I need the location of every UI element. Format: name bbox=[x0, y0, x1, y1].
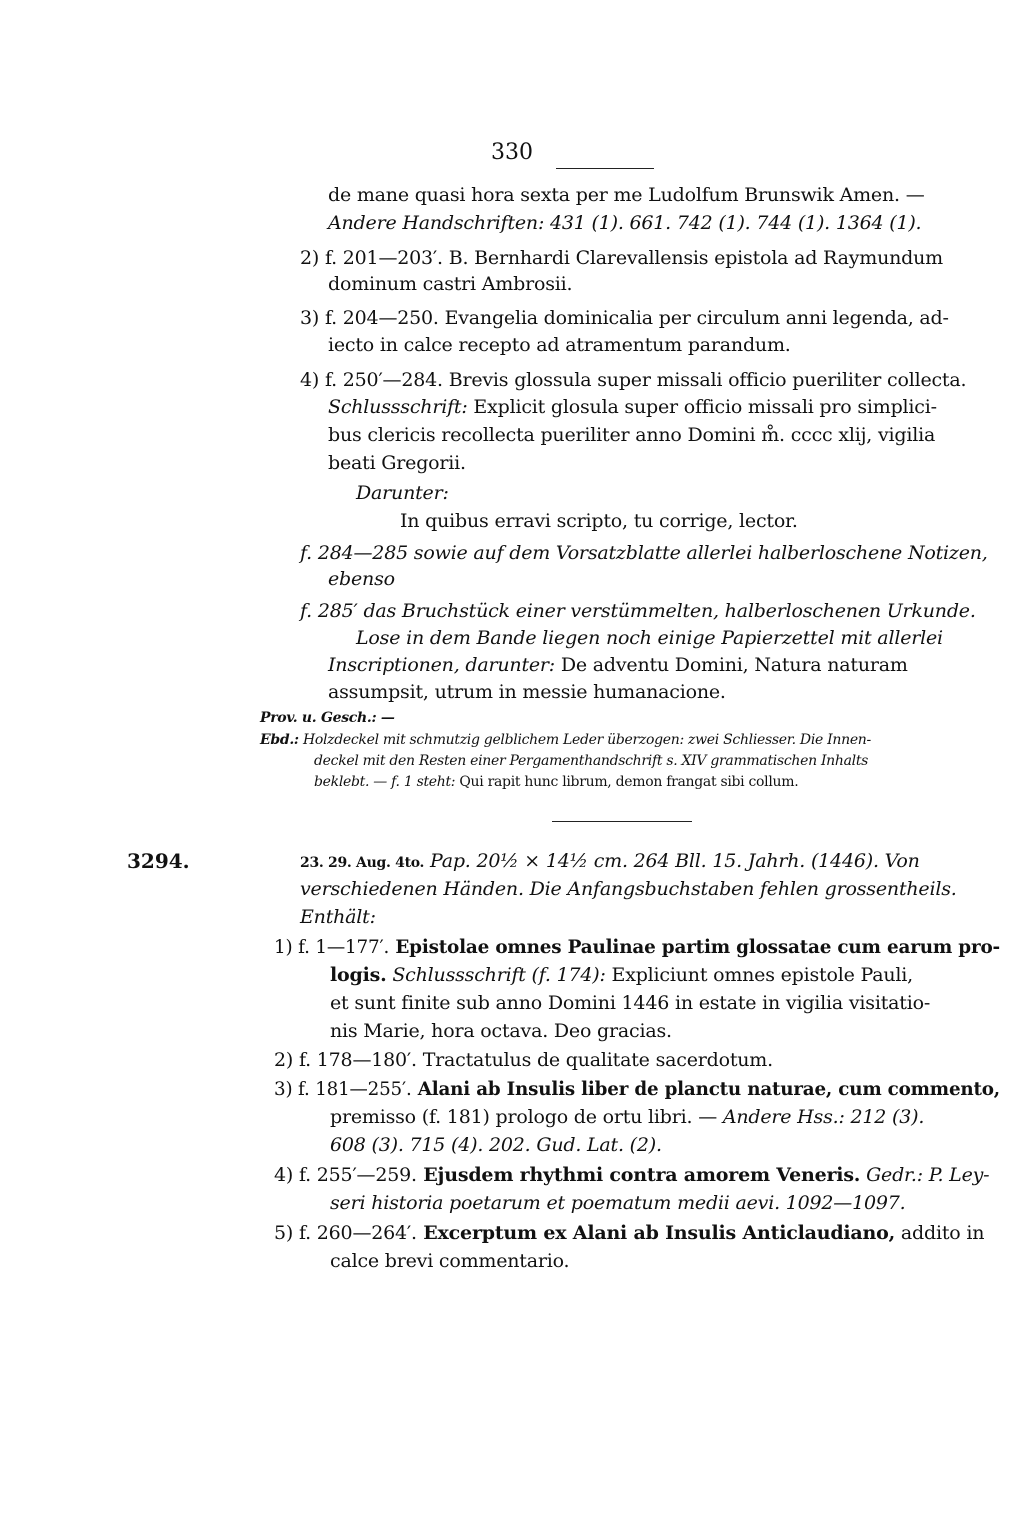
label: Inscriptionen, darunter: bbox=[328, 654, 556, 676]
verse-line: In quibus erravi scripto, tu corrige, lector. bbox=[400, 510, 798, 532]
text: Qui rapit hunc librum, demon frangat sibi collum. bbox=[455, 774, 799, 790]
binding-line-3 bbox=[314, 772, 798, 792]
item-3-line-2: iecto in calce recepto ad atramentum parandum. bbox=[328, 334, 791, 356]
label: Ebd.: bbox=[260, 732, 299, 748]
content-4-line-1 bbox=[274, 1162, 989, 1188]
other-manuscripts-line: Andere Handschriften: 431 (1). 661. 742 (1). 744 (1). 1364 (1). bbox=[328, 212, 922, 234]
content-3-line-2 bbox=[330, 1104, 924, 1130]
text: Expliciunt omnes epistole Pauli, bbox=[605, 964, 913, 986]
section-separator bbox=[552, 821, 692, 822]
content-4-line-2: seri historia poetarum et poematum medii aevi. 1092—1097. bbox=[330, 1192, 906, 1214]
note-1-line-2: ebenso bbox=[328, 568, 395, 590]
item-2-line-1: 2) f. 201—203′. B. Bernhardi Clarevallensis epistola ad Raymundum bbox=[300, 247, 943, 269]
content-2-line: 2) f. 178—180′. Tractatulus de qualitate sacerdotum. bbox=[274, 1049, 773, 1071]
note-1-line-1: f. 284—285 sowie auf dem Vorsatzblatte allerlei halberloschene Notizen, bbox=[300, 542, 988, 564]
text-line: de mane quasi hora sexta per me Ludolfum Brunswik Amen. — bbox=[328, 184, 925, 206]
folio: 3) f. 181—255′. bbox=[274, 1078, 412, 1100]
printed-in: Gedr.: P. Ley- bbox=[860, 1164, 990, 1186]
provenance-line: Prov. u. Gesch.: — bbox=[260, 710, 395, 726]
label: Schlussschrift (f. 174): bbox=[386, 964, 606, 986]
other-manuscripts: Andere Hss.: 212 (3). bbox=[722, 1106, 925, 1128]
description: Pap. 20½ × 14½ cm. 264 Bll. 15. Jahrh. (1446). Von bbox=[424, 850, 920, 872]
content-3-line-3: 608 (3). 715 (4). 202. Gud. Lat. (2). bbox=[330, 1134, 662, 1156]
note-5-line: assumpsit, utrum in messie humanacione. bbox=[328, 681, 726, 703]
entry-header-line-2: verschiedenen Händen. Die Anfangsbuchstaben fehlen grossentheils. bbox=[300, 878, 957, 900]
page-number: 330 bbox=[491, 140, 533, 165]
text: Explicit glosula super officio missali pro simplici- bbox=[467, 396, 937, 418]
text: De adventu Domini, Natura naturam bbox=[555, 654, 908, 676]
content-1-line-3: et sunt finite sub anno Domini 1446 in estate in vigilia visitatio- bbox=[330, 992, 931, 1014]
folio: 5) f. 260—264′. bbox=[274, 1222, 417, 1244]
binding-line-2: deckel mit den Resten einer Pergamenthandschrift s. XIV grammatischen Inhalts bbox=[314, 753, 869, 769]
text: Holzdeckel mit schmutzig gelblichem Leder überzogen: zwei Schliesser. Die Innen- bbox=[298, 732, 871, 748]
item-2-line-2: dominum castri Ambrosii. bbox=[328, 273, 573, 295]
content-1-line-1 bbox=[274, 934, 1000, 960]
content-1-line-4: nis Marie, hora octava. Deo gracias. bbox=[330, 1020, 672, 1042]
folio: 4) f. 255′—259. bbox=[274, 1164, 417, 1186]
title: Excerptum ex Alani ab Insulis Anticlaudiano, bbox=[416, 1222, 896, 1244]
label: Schlussschrift: bbox=[328, 396, 468, 418]
title: Ejusdem rhythmi contra amorem Veneris. bbox=[416, 1164, 861, 1186]
item-4-line-2 bbox=[328, 394, 937, 420]
contents-label: Enthält: bbox=[300, 906, 376, 928]
label: beklebt. — f. 1 steht: bbox=[314, 774, 456, 790]
content-1-line-2 bbox=[330, 962, 913, 988]
title: logis. bbox=[330, 964, 387, 986]
item-4-line-1: 4) f. 250′—284. Brevis glossula super missali officio pueriliter collecta. bbox=[300, 369, 967, 391]
content-5-line-2: calce brevi commentario. bbox=[330, 1250, 570, 1272]
item-4-line-3: bus clericis recollecta pueriliter anno Domini m̊. cccc xlij, vigilia bbox=[328, 424, 936, 446]
content-3-line-1 bbox=[274, 1076, 1000, 1102]
entry-header-line-1 bbox=[300, 848, 920, 874]
text: addito in bbox=[895, 1222, 985, 1244]
item-3-line-1: 3) f. 204—250. Evangelia dominicalia per circulum anni legenda, ad- bbox=[300, 307, 949, 329]
text: premisso (f. 181) prologo de ortu libri. — bbox=[330, 1106, 723, 1128]
page-number-rule bbox=[556, 168, 654, 169]
note-3-line: Lose in dem Bande liegen noch einige Papierzettel mit allerlei bbox=[356, 627, 943, 649]
content-5-line-1 bbox=[274, 1220, 984, 1246]
folio: 1) f. 1—177′. bbox=[274, 936, 390, 958]
title: Epistolae omnes Paulinae partim glossatae cum earum pro- bbox=[389, 936, 1000, 958]
note-4-line bbox=[328, 652, 908, 678]
signature: 23. 29. Aug. 4to. bbox=[300, 855, 425, 871]
title: Alani ab Insulis liber de planctu naturae, cum commento, bbox=[411, 1078, 1000, 1100]
note-2-line: f. 285′ das Bruchstück einer verstümmelten, halberloschenen Urkunde. bbox=[300, 600, 976, 622]
item-4-line-4: beati Gregorii. bbox=[328, 452, 466, 474]
binding-line-1 bbox=[260, 730, 871, 750]
darunter-label: Darunter: bbox=[356, 482, 449, 504]
entry-number: 3294. bbox=[127, 849, 190, 873]
